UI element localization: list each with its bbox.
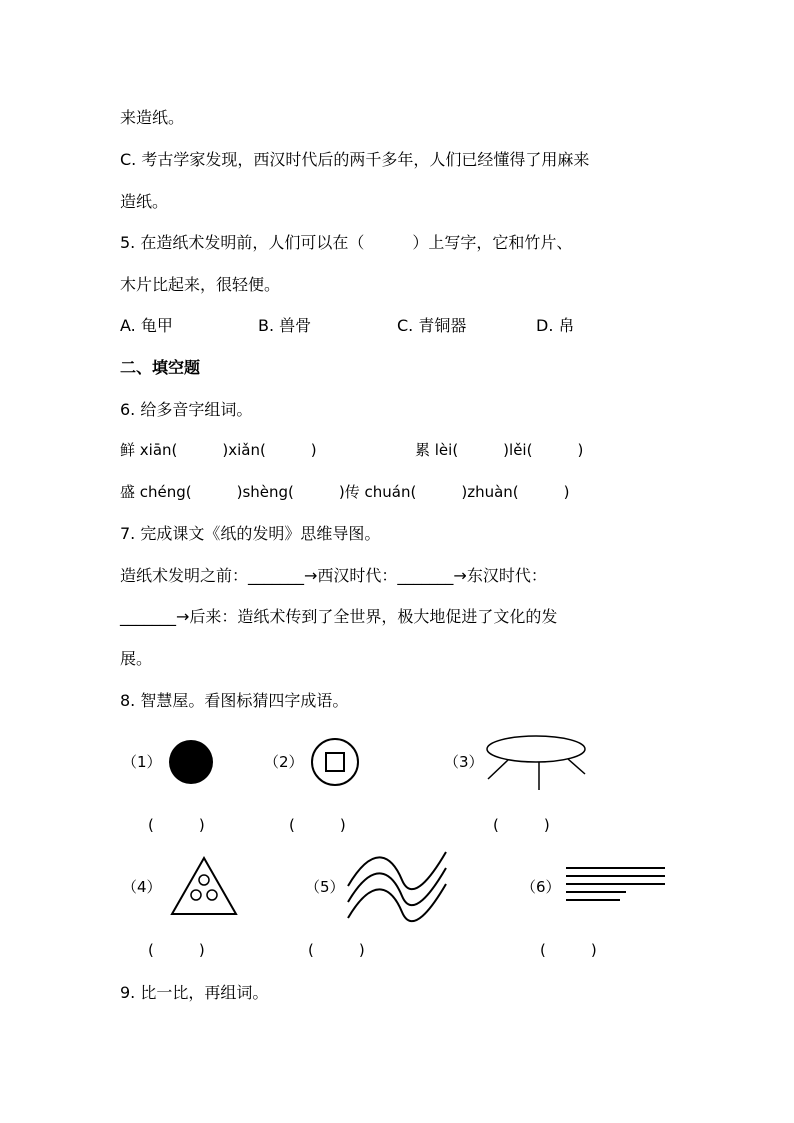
circle-with-square-icon <box>310 737 360 787</box>
filled-circle-icon <box>168 739 214 785</box>
q5-option-b: B. 兽骨 <box>258 316 312 335</box>
figure-5-label: （5） <box>305 878 345 896</box>
figure-4-label: （4） <box>122 878 162 896</box>
q5-option-d: D. 帛 <box>536 316 575 335</box>
q5-option-a: A. 龟甲 <box>120 316 173 335</box>
figure-2-label: （2） <box>264 753 304 771</box>
section-heading-fill-blank: 二、填空题 <box>120 358 201 377</box>
figure-4-answer: ( ) <box>148 941 205 959</box>
figure-3-answer: ( ) <box>493 816 550 834</box>
figure-6-answer: ( ) <box>540 941 597 959</box>
question-7: 7. 完成课文《纸的发明》思维导图。 <box>120 524 381 543</box>
q7-mindmap-line-3: 展。 <box>120 649 153 668</box>
wavy-lines-icon <box>344 846 450 924</box>
option-c-line-2: 造纸。 <box>120 192 169 211</box>
triangle-with-dots-icon <box>169 856 239 916</box>
question-6: 6. 给多音字组词。 <box>120 400 253 419</box>
q6-row1-right: 累 lèi( )lěi( ) <box>415 441 584 459</box>
figure-3-label: （3） <box>444 753 484 771</box>
q7-mindmap-line-2: _______→后来：造纸术传到了全世界，极大地促进了文化的发 <box>120 607 558 626</box>
figure-5-answer: ( ) <box>308 941 365 959</box>
option-c-line-1: C. 考古学家发现，西汉时代后的两千多年，人们已经懂得了用麻来 <box>120 150 590 169</box>
q6-row1-left: 鲜 xiān( )xiǎn( ) <box>120 441 317 459</box>
figure-2-answer: ( ) <box>289 816 346 834</box>
question-8: 8. 智慧屋。看图标猜四字成语。 <box>120 691 349 710</box>
figure-1-answer: ( ) <box>148 816 205 834</box>
q7-mindmap-line-1: 造纸术发明之前：_______→西汉时代：_______→东汉时代： <box>120 566 547 585</box>
q6-row2: 盛 chéng( )shèng( )传 chuán( )zhuàn( ) <box>120 483 570 501</box>
horizontal-lines-icon <box>564 865 668 905</box>
q5-option-c: C. 青铜器 <box>397 316 467 335</box>
question-5-line-1: 5. 在造纸术发明前，人们可以在（ ）上写字，它和竹片、 <box>120 233 573 252</box>
ellipse-on-legs-icon <box>484 734 588 792</box>
line-1: 来造纸。 <box>120 108 185 127</box>
question-5-line-2: 木片比起来，很轻便。 <box>120 275 281 294</box>
question-9: 9. 比一比，再组词。 <box>120 983 269 1002</box>
figure-6-label: （6） <box>521 878 561 896</box>
figure-1-label: （1） <box>122 753 162 771</box>
